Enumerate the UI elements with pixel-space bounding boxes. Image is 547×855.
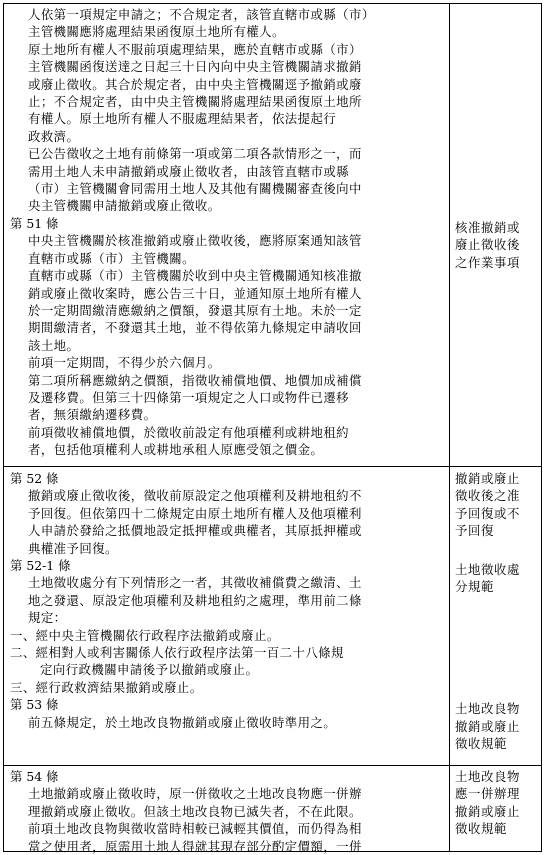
margin-note-line: 撤銷或廢止 (455, 718, 520, 734)
provision-line: 典權准予回復。 (28, 540, 118, 556)
provision-line: 政救濟。 (28, 128, 80, 144)
margin-note (455, 561, 537, 596)
provision-line: 土地徵收處分有下列情形之一者，其徵收補償費之繳清、土 (28, 575, 362, 591)
margin-note (455, 470, 537, 540)
margin-note-line: 撤銷或廢止 (455, 803, 520, 819)
provision-line: 於一定期間繳清應繳納之價額，發還其原有土地。未於一定 (28, 302, 362, 318)
margin-note-line: 分規範 (455, 579, 494, 595)
provision-text (10, 470, 442, 731)
row-divider (4, 466, 541, 467)
margin-note-line: 予回復或不 (455, 505, 520, 521)
provision-line: 者，無須繳納遷移費。 (28, 407, 157, 423)
provision-line: （市）主管機關會同需用土地人及其他有關機關審查後向中 (28, 181, 362, 197)
provision-line: 主管機關函復送達之日起三十日內向中央主管機關請求撤銷 (28, 59, 362, 75)
article-number: 第 52 條 (10, 471, 59, 486)
provision-line: 前項徵收補償地價，於徵收前設定有他項權利或耕地租約 (28, 424, 350, 440)
provision-line: 原土地所有權人不服前項處理結果，應於直轄市或縣（市） (28, 41, 362, 57)
margin-note (455, 219, 537, 271)
provision-line: 該土地。 (28, 337, 80, 353)
margin-note-line: 土地改良物 (455, 701, 520, 717)
provision-line: 央主管機關申請撤銷或廢止徵收。 (28, 198, 221, 214)
margin-note-line: 徵收規範 (455, 821, 507, 837)
provision-line: 期間繳清者，不發還其土地，並不得依第九條規定申請收回 (28, 320, 362, 336)
provision-line: 主管機關應將處理結果函復原土地所有權人。 (28, 24, 285, 40)
provision-line: 已公告徵收之土地有前條第一項或第二項各款情形之一，而 (28, 146, 362, 162)
provision-line: 前項土地改良物與徵收當時相較已減輕其價值，而仍得為相 (28, 821, 362, 837)
provision-line: 直轄市或縣（市）主管機關於收到中央主管機關通知核准撤 (28, 268, 362, 284)
margin-note (455, 768, 537, 838)
provision-text (10, 768, 442, 855)
provision-line: 第二項所稱應繳納之價額，指徵收補償地價、地價加成補償 (28, 372, 362, 388)
provision-line: 予回復。但依第四十二條規定由原土地所有權人及他項權利 (28, 505, 362, 521)
margin-note (455, 700, 537, 752)
provision-line: 二、經相對人或利害關係人依行政程序法第一百二十八條規 (10, 645, 344, 661)
provision-line: 人申請於發給之抵價地設定抵押權或典權者，其原抵押權或 (28, 523, 362, 539)
provision-line: 三、經行政救濟結果撤銷或廢止。 (10, 679, 203, 695)
provision-line: 者，包括他項權利人或耕地承租人原應受領之價金。 (28, 442, 324, 458)
provision-line: 或廢止徵收。其合於規定者，由中央主管機關逕予撤銷或廢 (28, 76, 362, 92)
margin-note-line: 徵收後之准 (455, 488, 520, 504)
margin-note-line: 核准撤銷或 (455, 219, 520, 235)
provision-line: 人依第一項規定申請之；不合規定者，該管直轄市或縣（市） (28, 7, 375, 22)
provision-text (10, 6, 442, 459)
provision-line: 直轄市或縣（市）主管機關。 (28, 250, 195, 266)
margin-note-line: 徵收規範 (455, 736, 507, 751)
article-number: 第 51 條 (10, 215, 59, 231)
row-divider (4, 765, 541, 766)
margin-note-line: 土地徵收處 (455, 562, 520, 577)
article-number: 第 54 條 (10, 769, 59, 784)
provision-line: 銷或廢止徵收案時，應公告三十日，並通知原土地所有權人 (28, 285, 362, 301)
provision-line: 及遷移費。但第三十四條第一項規定之人口或物件已遷移 (28, 389, 350, 405)
column-divider (449, 4, 450, 851)
provision-line: 規定： (28, 610, 67, 626)
provision-line: 止；不合規定者，由中央主管機關將處理結果函復原土地所 (28, 94, 362, 110)
provision-line: 前項一定期間，不得少於六個月。 (28, 355, 221, 371)
law-table (3, 3, 542, 852)
provision-line: 土地撤銷或廢止徵收時，原一併徵收之土地改良物應一併辦 (28, 786, 362, 802)
margin-note-line: 土地改良物 (455, 769, 520, 784)
margin-note-line: 之作業事項 (455, 254, 520, 270)
margin-note-line: 撤銷或廢止 (455, 471, 520, 486)
provision-line: 中央主管機關於核准撤銷或廢止徵收後，應將原案通知該管 (28, 233, 362, 249)
article-number: 第 52-1 條 (10, 558, 71, 574)
provision-line: 前五條規定，於土地改良物撤銷或廢止徵收時準用之。 (28, 714, 337, 730)
provision-line: 需用土地人未申請撤銷或廢止徵收者，由該管直轄市或縣 (28, 163, 350, 179)
provision-line: 一、經中央主管機關依行政程序法撤銷或廢止。 (10, 627, 280, 643)
margin-note-line: 應一併辦理 (455, 786, 520, 802)
margin-note-line: 廢止徵收後 (455, 237, 520, 253)
provision-line: 定向行政機關申請後予以撤銷或廢止。 (40, 662, 259, 678)
provision-line: 理撤銷或廢止徵收。但該土地改良物已滅失者，不在此限。 (28, 803, 362, 819)
provision-line: 當之使用者，原需用土地人得就其現存部分酌定價額，一併 (28, 838, 362, 854)
provision-line: 撤銷或廢止徵收後，徵收前原設定之他項權利及耕地租約不 (28, 488, 362, 504)
provision-line: 有權人。原土地所有權人不服處理結果者，依法提起行 (28, 111, 337, 127)
article-number: 第 53 條 (10, 697, 59, 713)
provision-line: 地之發還、原設定他項權利及耕地租約之處理，準用前二條 (28, 592, 362, 608)
margin-note-line: 予回復 (455, 523, 494, 539)
